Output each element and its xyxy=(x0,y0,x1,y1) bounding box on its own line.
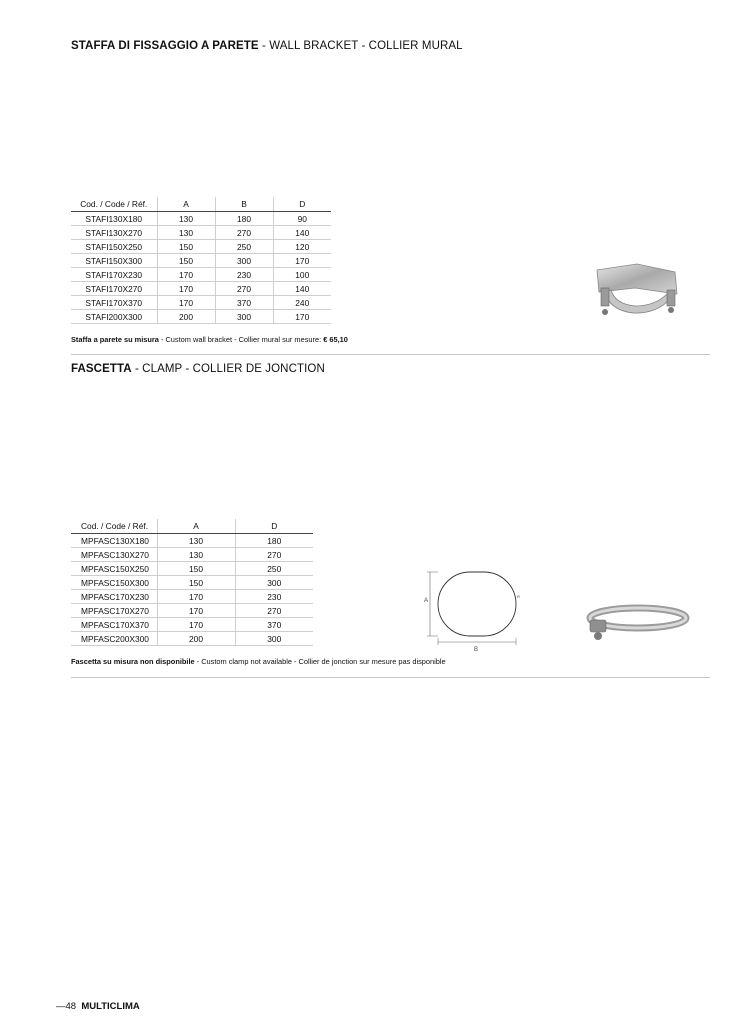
note-bold: Staffa a parete su misura xyxy=(71,335,159,344)
dimension-cell: 270 xyxy=(235,548,313,562)
dimension-cell: 200 xyxy=(157,310,215,324)
product-code-cell: STAFI150X250 xyxy=(71,240,157,254)
page-number: 48 xyxy=(65,1001,77,1012)
dimension-cell: 170 xyxy=(157,590,235,604)
table-row xyxy=(71,240,331,254)
dimension-cell: 250 xyxy=(215,240,273,254)
dimension-cell: 230 xyxy=(215,268,273,282)
dimension-cell: 370 xyxy=(235,618,313,632)
brand-name: MULTICLIMA xyxy=(81,1001,140,1012)
dimension-cell: 300 xyxy=(215,310,273,324)
product-code-cell: MPFASC170X270 xyxy=(71,604,157,618)
label-r: R xyxy=(517,594,520,599)
table-row xyxy=(71,226,331,240)
table-row xyxy=(71,590,313,604)
dimension-cell: 130 xyxy=(157,226,215,240)
note-price: € 65,10 xyxy=(323,335,348,344)
label-b: B xyxy=(474,647,479,652)
dimension-cell: 150 xyxy=(157,562,235,576)
product-code-cell: MPFASC200X300 xyxy=(71,632,157,646)
product-code-cell: MPFASC130X180 xyxy=(71,534,157,548)
column-header: A xyxy=(157,197,215,212)
table-header-row xyxy=(71,197,331,212)
product-code-cell: MPFASC170X370 xyxy=(71,618,157,632)
column-header: A xyxy=(157,519,235,534)
table-row xyxy=(71,632,313,646)
clamp-dimension-diagram xyxy=(418,562,528,652)
dimension-cell: 170 xyxy=(157,282,215,296)
dimension-cell: 130 xyxy=(157,534,235,548)
product-code-cell: MPFASC150X300 xyxy=(71,576,157,590)
dimension-cell: 100 xyxy=(273,268,331,282)
product-code-cell: STAFI170X370 xyxy=(71,296,157,310)
table-row xyxy=(71,618,313,632)
dimension-cell: 170 xyxy=(157,618,235,632)
section-title-wall-bracket xyxy=(71,40,463,52)
note-bold: Fascetta su misura non disponibile xyxy=(71,657,195,666)
note-rest: - Custom clamp not available - Collier de jonction sur mesure pas disponible xyxy=(194,657,446,666)
dimension-cell: 270 xyxy=(215,282,273,296)
dimension-cell: 130 xyxy=(157,212,215,226)
dimension-cell: 90 xyxy=(273,212,331,226)
dimension-cell: 150 xyxy=(157,576,235,590)
table-header-row xyxy=(71,519,313,534)
table-row xyxy=(71,212,331,226)
dimension-cell: 300 xyxy=(235,632,313,646)
dimension-cell: 230 xyxy=(235,590,313,604)
product-code-cell: STAFI170X230 xyxy=(71,268,157,282)
note-rest: - Custom wall bracket - Collier mural sur mesure: xyxy=(158,335,324,344)
dimension-cell: 150 xyxy=(157,254,215,268)
dimension-cell: 170 xyxy=(157,604,235,618)
dimension-cell: 140 xyxy=(273,282,331,296)
table-row xyxy=(71,296,331,310)
product-code-cell: STAFI170X270 xyxy=(71,282,157,296)
clamp-image xyxy=(584,598,690,646)
page-footer xyxy=(56,1001,140,1012)
table-row xyxy=(71,282,331,296)
product-code-cell: STAFI150X300 xyxy=(71,254,157,268)
column-header: D xyxy=(273,197,331,212)
dimension-cell: 270 xyxy=(235,604,313,618)
table-row xyxy=(71,604,313,618)
dimension-cell: 170 xyxy=(157,268,215,282)
dimension-cell: 170 xyxy=(273,254,331,268)
dimension-cell: 250 xyxy=(235,562,313,576)
dimension-cell: 120 xyxy=(273,240,331,254)
section-divider xyxy=(71,354,710,355)
dimension-cell: 140 xyxy=(273,226,331,240)
table-row xyxy=(71,576,313,590)
title-bold: FASCETTA xyxy=(71,363,132,375)
label-a: A xyxy=(424,598,429,604)
dimension-cell: 180 xyxy=(235,534,313,548)
table-row xyxy=(71,534,313,548)
clamp-note xyxy=(71,657,446,666)
dimension-cell: 180 xyxy=(215,212,273,226)
product-code-cell: MPFASC150X250 xyxy=(71,562,157,576)
dimension-cell: 240 xyxy=(273,296,331,310)
product-code-cell: MPFASC130X270 xyxy=(71,548,157,562)
dimension-cell: 300 xyxy=(235,576,313,590)
dimension-cell: 300 xyxy=(215,254,273,268)
title-bold: STAFFA DI FISSAGGIO A PARETE xyxy=(71,40,259,52)
dimension-cell: 130 xyxy=(157,548,235,562)
table-row xyxy=(71,562,313,576)
table-row xyxy=(71,548,313,562)
table-row xyxy=(71,310,331,324)
dimension-cell: 200 xyxy=(157,632,235,646)
dimension-cell: 370 xyxy=(215,296,273,310)
table-row xyxy=(71,268,331,282)
column-header: Cod. / Code / Réf. xyxy=(71,519,157,534)
dimension-cell: 170 xyxy=(157,296,215,310)
wall-bracket-table xyxy=(71,197,331,324)
clamp-table xyxy=(71,519,313,646)
product-code-cell: STAFI200X300 xyxy=(71,310,157,324)
title-rest: - CLAMP - COLLIER DE JONCTION xyxy=(131,363,325,375)
wall-bracket-note xyxy=(71,335,348,344)
dimension-cell: 170 xyxy=(273,310,331,324)
dimension-cell: 150 xyxy=(157,240,215,254)
table-row xyxy=(71,254,331,268)
product-code-cell: MPFASC170X230 xyxy=(71,590,157,604)
column-header: D xyxy=(235,519,313,534)
footer-dash: — xyxy=(56,1001,66,1012)
column-header: Cod. / Code / Réf. xyxy=(71,197,157,212)
column-header: B xyxy=(215,197,273,212)
title-rest: - WALL BRACKET - COLLIER MURAL xyxy=(258,40,463,52)
product-code-cell: STAFI130X180 xyxy=(71,212,157,226)
product-code-cell: STAFI130X270 xyxy=(71,226,157,240)
section-title-clamp xyxy=(71,363,325,375)
dimension-cell: 270 xyxy=(215,226,273,240)
wall-bracket-image xyxy=(585,258,690,328)
section-divider xyxy=(71,677,710,678)
